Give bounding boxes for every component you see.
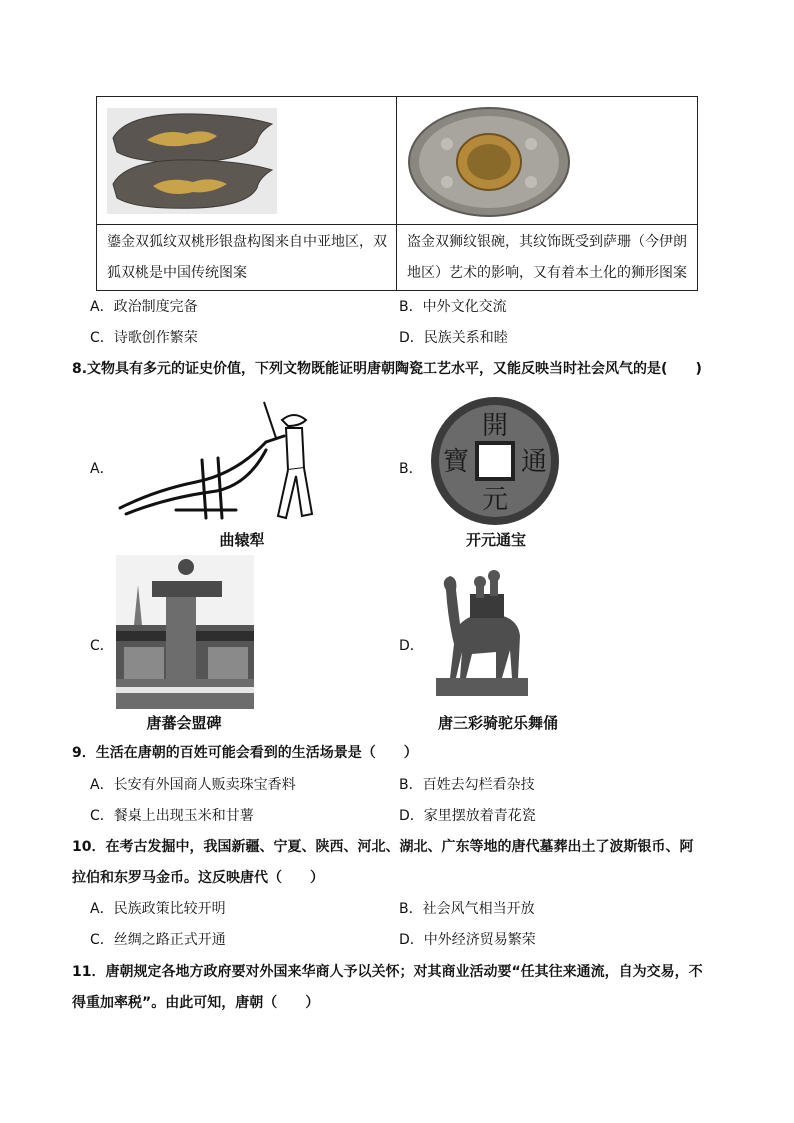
artifact-table [96,96,698,291]
silver-plate-caption [97,225,397,291]
q7-option-b: B．中外文化交流 [399,299,507,315]
q11-stem-line1: 11．唐朝规定各地方政府要对外国来华商人予以关怀；对其商业活动要“任其往来通流，自为交易，不 [72,964,703,980]
kaiyuan-coin-image [428,396,562,526]
q8-option-c-label: C． [90,638,114,654]
caption-line: 鎏金双狐纹双桃形银盘构图来自中亚地区，双 [107,234,387,250]
coin-char-left: 寶 [442,447,470,477]
q8-option-b-caption: 开元通宝 [465,531,526,549]
q10-option-d: D．中外经济贸易繁荣 [399,932,536,948]
tang-tibet-alliance-stele-image [116,555,254,709]
double-lion-silver-bowl-image [407,106,571,218]
tang-sancai-camel-figurine-image [432,560,532,700]
q10-option-a: A．民族政策比较开明 [90,901,226,917]
silver-bowl-cell [397,97,698,225]
q7-option-a: A．政治制度完备 [90,299,198,315]
curved-plow-image [116,398,322,528]
q8-option-a-caption: 曲辕犁 [219,531,265,549]
q9-option-c: C．餐桌上出现玉米和甘薯 [90,808,254,824]
caption-line: 地区）艺术的影响，又有着本土化的狮形图案 [407,265,687,281]
q10-stem-line1: 10．在考古发掘中，我国新疆、宁夏、陕西、河北、湖北、广东等地的唐代墓葬出土了波斯银币、阿 [72,839,694,855]
q8-option-d-label: D． [399,638,424,654]
q7-option-d: D．民族关系和睦 [399,330,508,346]
q7-option-c: C．诗歌创作繁荣 [90,330,198,346]
q10-option-b: B．社会风气相当开放 [399,901,535,917]
silver-plate-cell [97,97,397,225]
q9-stem: 9．生活在唐朝的百姓可能会看到的生活场景是（ ） [72,745,418,761]
q9-option-a: A．长安有外国商人贩卖珠宝香料 [90,777,296,793]
q8-option-a-label: A． [90,461,114,477]
coin-char-top: 開 [481,411,509,441]
q8-option-c-caption: 唐蕃会盟碑 [146,714,222,732]
caption-line: 狐双桃是中国传统图案 [107,265,247,281]
q9-option-d: D．家里摆放着青花瓷 [399,808,536,824]
coin-char-right: 通 [520,447,548,477]
caption-line: 盗金双狮纹银碗，其纹饰既受到萨珊（今伊朗 [407,234,687,250]
q8-option-b-label: B． [399,461,423,477]
q9-option-b: B．百姓去勾栏看杂技 [399,777,535,793]
silver-bowl-caption [397,225,698,291]
q8-stem: 8.文物具有多元的证史价值，下列文物既能证明唐朝陶瓷工艺水平，又能反映当时社会风气的是( ) [72,361,702,377]
q11-stem-line2: 得重加率税”。由此可知，唐朝（ ） [72,995,320,1011]
q10-stem-line2: 拉伯和东罗马金币。这反映唐代（ ） [72,870,324,886]
q8-option-d-caption: 唐三彩骑驼乐舞俑 [437,714,558,732]
double-fox-silver-plate-image [107,108,277,214]
coin-char-bottom: 元 [481,485,509,515]
q10-option-c: C．丝绸之路正式开通 [90,932,226,948]
